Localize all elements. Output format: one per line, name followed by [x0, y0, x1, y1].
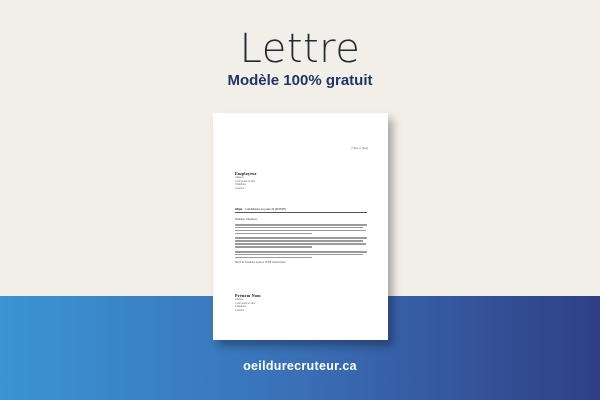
text-line: [235, 254, 363, 256]
employer-block: [235, 171, 365, 190]
employer-heading: Employeur: [235, 171, 257, 176]
text-line: [235, 240, 363, 242]
page-title: Lettre: [239, 26, 361, 72]
text-line: [235, 230, 366, 232]
letter-paragraphs: [235, 224, 367, 258]
website-url: oeildurecruteur.ca: [243, 359, 357, 373]
letter-salutation: Madame, Monsieur,: [235, 218, 258, 221]
signature-line: Code postal et ville: [235, 301, 256, 305]
letter-paragraph: [235, 251, 367, 258]
text-line: [235, 224, 367, 226]
page-subtitle: Modèle 100% gratuit: [227, 72, 373, 89]
employer-line: Adresse: [235, 176, 244, 179]
text-line: [235, 243, 366, 245]
employer-line: Code postal et ville: [235, 179, 256, 183]
text-line: [235, 246, 312, 248]
signature-line: Courriel: [235, 308, 244, 312]
text-line: [235, 233, 312, 235]
text-line: [235, 257, 312, 259]
letter-paragraph: [235, 237, 367, 247]
letter-paragraph: [235, 224, 367, 234]
signature-line: Adresse: [235, 298, 244, 301]
letter-date: [Ville], le [date]: [351, 147, 368, 150]
letter-closing: Merci de l'attention portée à l'UNE du Recruteur.: [235, 261, 286, 265]
object-label: Objet: [235, 207, 243, 211]
object-text: – Candidature au poste de [POSTE]: [243, 207, 287, 211]
letter-object: [235, 207, 367, 213]
employer-line: Téléphone: [235, 183, 246, 187]
signature-line: Téléphone: [235, 305, 246, 309]
letter-template-preview: [213, 113, 388, 340]
text-line: [235, 227, 363, 229]
signature-block: [235, 293, 365, 312]
signature-name: Prénom Nom: [235, 293, 261, 298]
letter-body: [235, 218, 367, 264]
text-line: [235, 251, 367, 253]
employer-line: Courriel: [235, 186, 244, 190]
text-line: [235, 237, 367, 239]
